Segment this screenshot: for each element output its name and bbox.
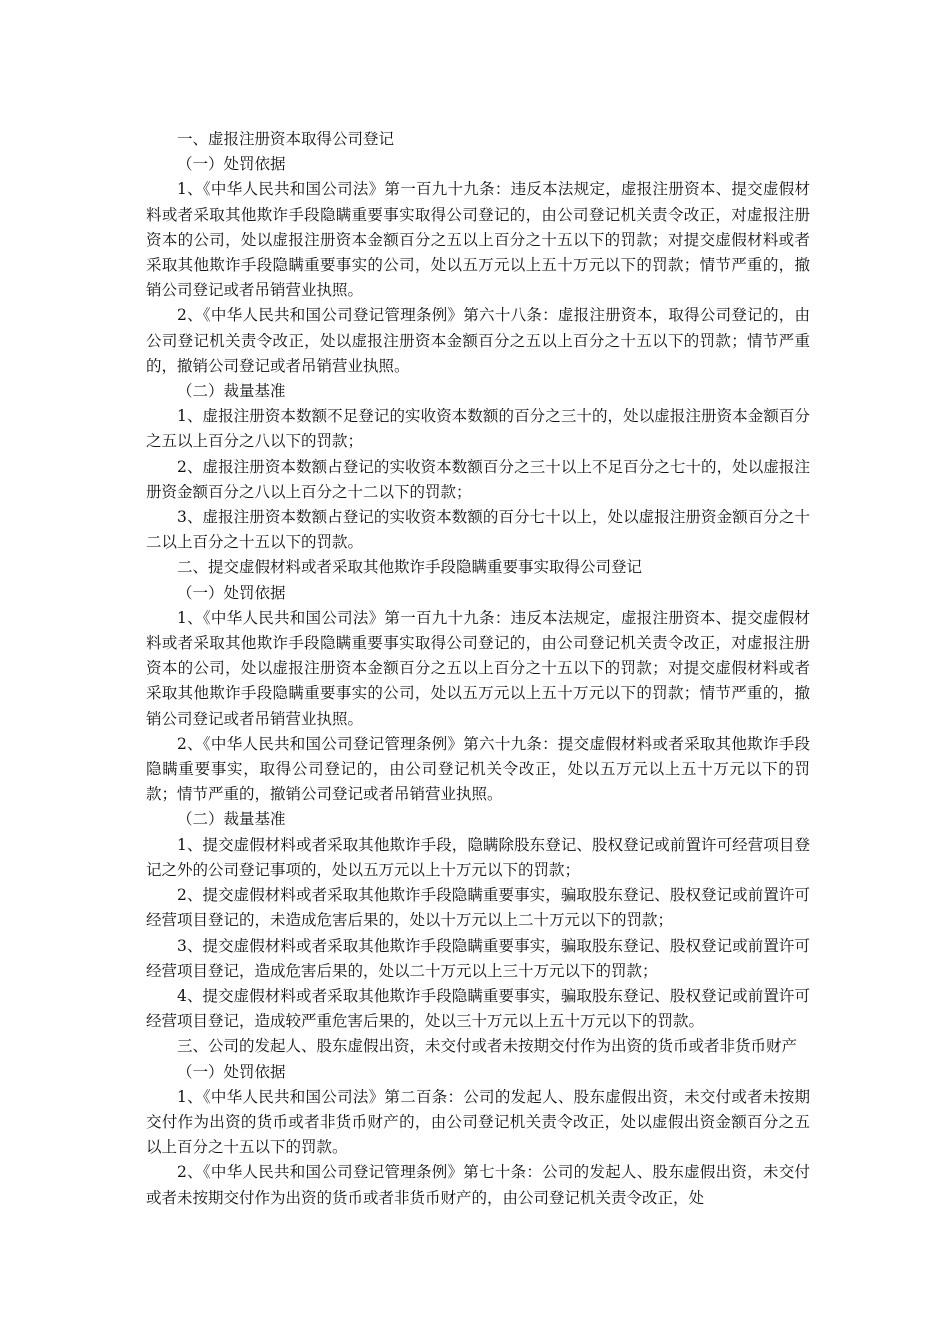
subsection-heading-discretion-1: （二）裁量基准 <box>177 382 286 401</box>
discretion-item-1-1: 1、虚报注册资本数额不足登记的实收资本数额的百分之三十的，处以虚报注册资本金额百分之五以上百分之八以下的罚款； <box>146 407 810 451</box>
document-body <box>146 127 810 1211</box>
discretion-item-2-1: 1、提交虚假材料或者采取其他欺诈手段，隐瞒除股东登记、股权登记或前置许可经营项目登记之外的公司登记事项的，处以五万元以上十万元以下的罚款； <box>146 835 810 879</box>
discretion-item-1-2: 2、虚报注册资本数额占登记的实收资本数额百分之三十以上不足百分之七十的，处以虚报注册资金额百分之八以上百分之十二以下的罚款； <box>146 457 810 501</box>
article-paragraph-3-2: 2、《中华人民共和国公司登记管理条例》第七十条：公司的发起人、股东虚假出资，未交付或者未按期交付作为出资的货币或者非货币财产的，由公司登记机关责令改正，处 <box>146 1163 810 1207</box>
article-paragraph-3-1: 1、《中华人民共和国公司法》第二百条：公司的发起人、股东虚假出资，未交付或者未按期交付作为出资的货币或者非货币财产的，由公司登记机关责令改正，处以虚假出资金额百分之五以上百分之十五以下的罚款。 <box>146 1087 810 1157</box>
discretion-item-2-2: 2、提交虚假材料或者采取其他欺诈手段隐瞒重要事实，骗取股东登记、股权登记或前置许可经营项目登记的，未造成危害后果的，处以十万元以上二十万元以下的罚款； <box>146 886 810 930</box>
discretion-item-2-3: 3、提交虚假材料或者采取其他欺诈手段隐瞒重要事实，骗取股东登记、股权登记或前置许可经营项目登记，造成危害后果的，处以二十万元以上三十万元以下的罚款； <box>146 936 810 980</box>
subsection-heading-discretion-2: （二）裁量基准 <box>177 810 286 829</box>
discretion-item-2-4: 4、提交虚假材料或者采取其他欺诈手段隐瞒重要事实，骗取股东登记、股权登记或前置许可经营项目登记，造成较严重危害后果的，处以三十万元以上五十万元以下的罚款。 <box>146 986 810 1031</box>
section-heading-3: 三、公司的发起人、股东虚假出资，未交付或者未按期交付作为出资的货币或者非货币财产 <box>177 1037 798 1056</box>
article-paragraph-1-2: 2、《中华人民共和国公司登记管理条例》第六十八条：虚报注册资本，取得公司登记的，由公司登记机关责令改正，处以虚报注册资本金额百分之五以上百分之十五以下的罚款；情节严重的，撤销公司登记或者吊销营业执照。 <box>146 306 810 375</box>
subsection-heading-penalty-basis-3: （一）处罚依据 <box>177 1062 286 1081</box>
article-paragraph-1-1: 1、《中华人民共和国公司法》第一百九十九条：违反本法规定，虚报注册资本、提交虚假材料或者采取其他欺诈手段隐瞒重要事实取得公司登记的，由公司登记机关责令改正，对虚报注册资本的公司，处以虚报注册资本金额百分之五以上百分之十五以下的罚款；对提交虚假材料或者采取其他欺诈手段隐瞒重要事实的公司，处以五万元以上五十万元以下的罚款；情节严重的，撤销公司登记或者吊销营业执照。 <box>146 180 810 300</box>
section-heading-2: 二、提交虚假材料或者采取其他欺诈手段隐瞒重要事实取得公司登记 <box>177 558 643 577</box>
subsection-heading-penalty-basis-2: （一）处罚依据 <box>177 583 286 602</box>
discretion-item-1-3: 3、虚报注册资本数额占登记的实收资本数额的百分七十以上，处以虚报注册资金额百分之十二以上百分之十五以下的罚款。 <box>146 508 810 552</box>
article-paragraph-2-1: 1、《中华人民共和国公司法》第一百九十九条：违反本法规定，虚报注册资本、提交虚假材料或者采取其他欺诈手段隐瞒重要事实取得公司登记的，由公司登记机关责令改正，对虚报注册资本的公司，处以虚报注册资本金额百分之五以上百分之十五以下的罚款；对提交虚假材料或者采取其他欺诈手段隐瞒重要事实的公司，处以五万元以上五十万元以下的罚款；情节严重的，撤销公司登记或者吊销营业执照。 <box>146 608 810 728</box>
section-heading-1: 一、虚报注册资本取得公司登记 <box>177 130 395 148</box>
subsection-heading-penalty-basis-1: （一）处罚依据 <box>177 155 286 174</box>
article-paragraph-2-2: 2、《中华人民共和国公司登记管理条例》第六十九条：提交虚假材料或者采取其他欺诈手段隐瞒重要事实，取得公司登记的，由公司登记机关令改正，处以五万元以上五十万元以下的罚款；情节严重的，撤销公司登记或者吊销营业执照。 <box>146 734 810 804</box>
